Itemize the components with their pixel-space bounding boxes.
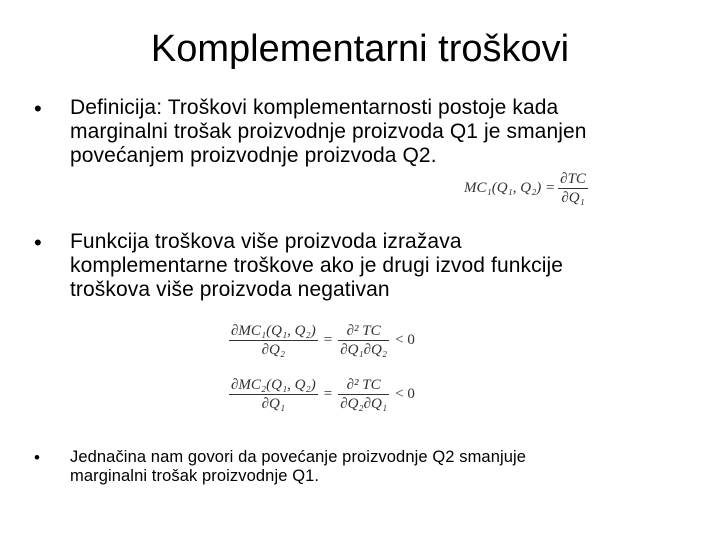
fraction-denominator: ∂Q₁ [261, 396, 286, 412]
bullet-line: Definicija: Troškovi komplementarnosti postoje kada [70, 96, 559, 119]
fraction [338, 322, 389, 359]
bullet-function [34, 230, 694, 302]
bullet-marker: • [34, 448, 40, 467]
fraction-denominator: ∂Q₂∂Q₁ [340, 396, 388, 412]
fraction-denominator: ∂Q₁ [561, 190, 585, 206]
bullet-line: marginalni trošak proizvodnje proizvoda Q1 je smanjen [70, 120, 587, 143]
fraction [338, 376, 389, 413]
fraction [558, 170, 588, 207]
bullet-definition [34, 96, 694, 168]
bullet-interpretation [34, 448, 694, 486]
bullet-marker: • [34, 96, 42, 121]
equals-sign: = [323, 386, 333, 402]
inequality: < 0 [395, 332, 415, 348]
bullet-line: Jednačina nam govori da povećanje proizvodnje Q2 smanjuje [70, 448, 527, 466]
fraction [229, 322, 318, 359]
fraction-numerator: ∂TC [560, 171, 586, 187]
formula-lhs: MC₁(Q₁, Q₂) = [464, 180, 556, 196]
bullet-line: troškova više proizvoda negativan [70, 278, 390, 301]
bullet-marker: • [34, 230, 42, 255]
slide-title: Komplementarni troškovi [150, 28, 570, 70]
fraction-numerator: ∂MC₂(Q₁, Q₂) [231, 377, 316, 393]
formula-marginal-cost [464, 170, 591, 207]
formula-cross-derivative-2 [226, 376, 418, 413]
fraction [229, 376, 318, 413]
fraction-denominator: ∂Q₂ [261, 342, 286, 358]
fraction-numerator: ∂² TC [346, 323, 381, 339]
bullet-line: marginalni trošak proizvodnje Q1. [70, 467, 320, 485]
formula-cross-derivative-1 [226, 322, 418, 359]
fraction-denominator: ∂Q₁∂Q₂ [340, 342, 388, 358]
bullet-text [70, 96, 587, 168]
bullet-text [70, 230, 563, 302]
bullet-line: Funkcija troškova više proizvoda izražava [70, 230, 462, 253]
bullet-line: komplementarne troškove ako je drugi izvod funkcije [70, 254, 564, 277]
inequality: < 0 [395, 386, 415, 402]
bullet-text [70, 448, 526, 486]
bullet-line: povećanjem proizvodnje proizvoda Q2. [70, 144, 437, 167]
fraction-numerator: ∂² TC [346, 377, 381, 393]
equals-sign: = [323, 332, 333, 348]
fraction-numerator: ∂MC₁(Q₁, Q₂) [231, 323, 316, 339]
